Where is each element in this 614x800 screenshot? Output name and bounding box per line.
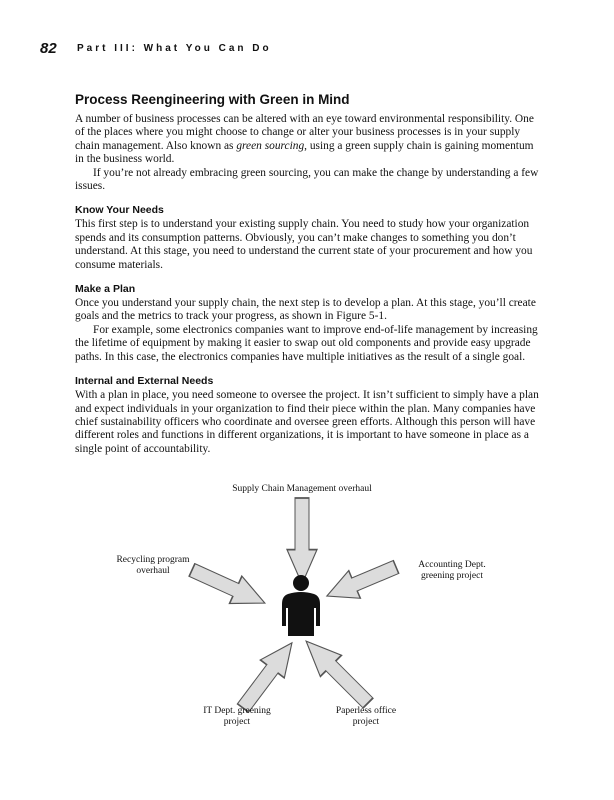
arrow-bottom-right [296,631,379,714]
subheading-internal-external-needs: Internal and External Needs [75,375,214,388]
internal-external-paragraph: With a plan in place, you need someone to oversee the project. It isn’t sufficient to simply have a plan and expect individuals in your organization to find their piece within the plan. Many companies have chief sustainability officers who coordinate and oversee green efforts. Although this person will have different roles and functions in different organizations, it is important to have someone in place as a single point of accountability. [75,389,539,455]
person-icon [282,575,320,636]
label-top-text: Supply Chain Management overhaul [232,484,372,494]
label-bottom-left [182,706,292,728]
figure-diagram [0,478,614,738]
label-bottom-right [311,706,421,728]
intro-paragraph-2: If you’re not already embracing green sourcing, you can make the change by understanding a few issues. [75,166,539,193]
section-title: Process Reengineering with Green in Mind [75,92,350,107]
arrow-top [287,498,317,584]
label-bottom-right-line2: project [352,717,380,727]
label-left-line1: Recycling program [116,555,190,565]
page-body [75,92,543,456]
subheading-know-your-needs: Know Your Needs [75,204,164,217]
label-top [180,484,424,495]
label-left-line2: overhaul [136,566,170,576]
figure-5-1 [0,478,614,738]
label-bottom-left-line2: project [223,717,251,727]
label-right-line1: Accounting Dept. [418,560,486,570]
label-right [397,560,507,582]
page-number: 82 [40,40,57,57]
intro-paragraph [75,113,543,167]
make-a-plan-paragraph: Once you understand your supply chain, the next step is to develop a plan. At this stage, you’ll create goals and the metrics to track your progress, as shown in Figure 5-1. [75,297,536,323]
label-left [98,555,208,577]
label-bottom-left-line1: IT Dept. greening [203,706,271,716]
arrow-right [321,553,402,610]
label-right-line2: greening project [421,571,483,581]
intro-italic-term: green sourcing [236,139,305,152]
subheading-make-a-plan: Make a Plan [75,283,136,296]
part-label: Part III: What You Can Do [77,43,272,54]
make-a-plan-paragraph-2: For example, some electronics companies want to improve end-of-life management by increasing the lifetime of equipment by making it easier to swap out old components and provide easy upgrade paths. In this case, the electronics companies have multiple initiatives as the result of a single goal. [75,323,538,363]
arrow-bottom-left [231,634,304,717]
label-bottom-right-line1: Paperless office [335,706,397,716]
know-your-needs-paragraph: This first step is to understand your existing supply chain. You need to study how your organization spends and its consumption patterns. Obviously, you can’t make changes to something you don’t understand. At this stage, you need to understand the current state of your procurement and how you consume materials. [75,218,533,271]
intro-text-a: A number of business processes can be altered with an eye toward environmental responsibility. One of the places where you might choose to change or alter your business processes is in your supply chain management. Also known as [75,113,534,152]
intro-text-b: , using a green supply chain is gaining momentum in the business world. [75,139,534,166]
